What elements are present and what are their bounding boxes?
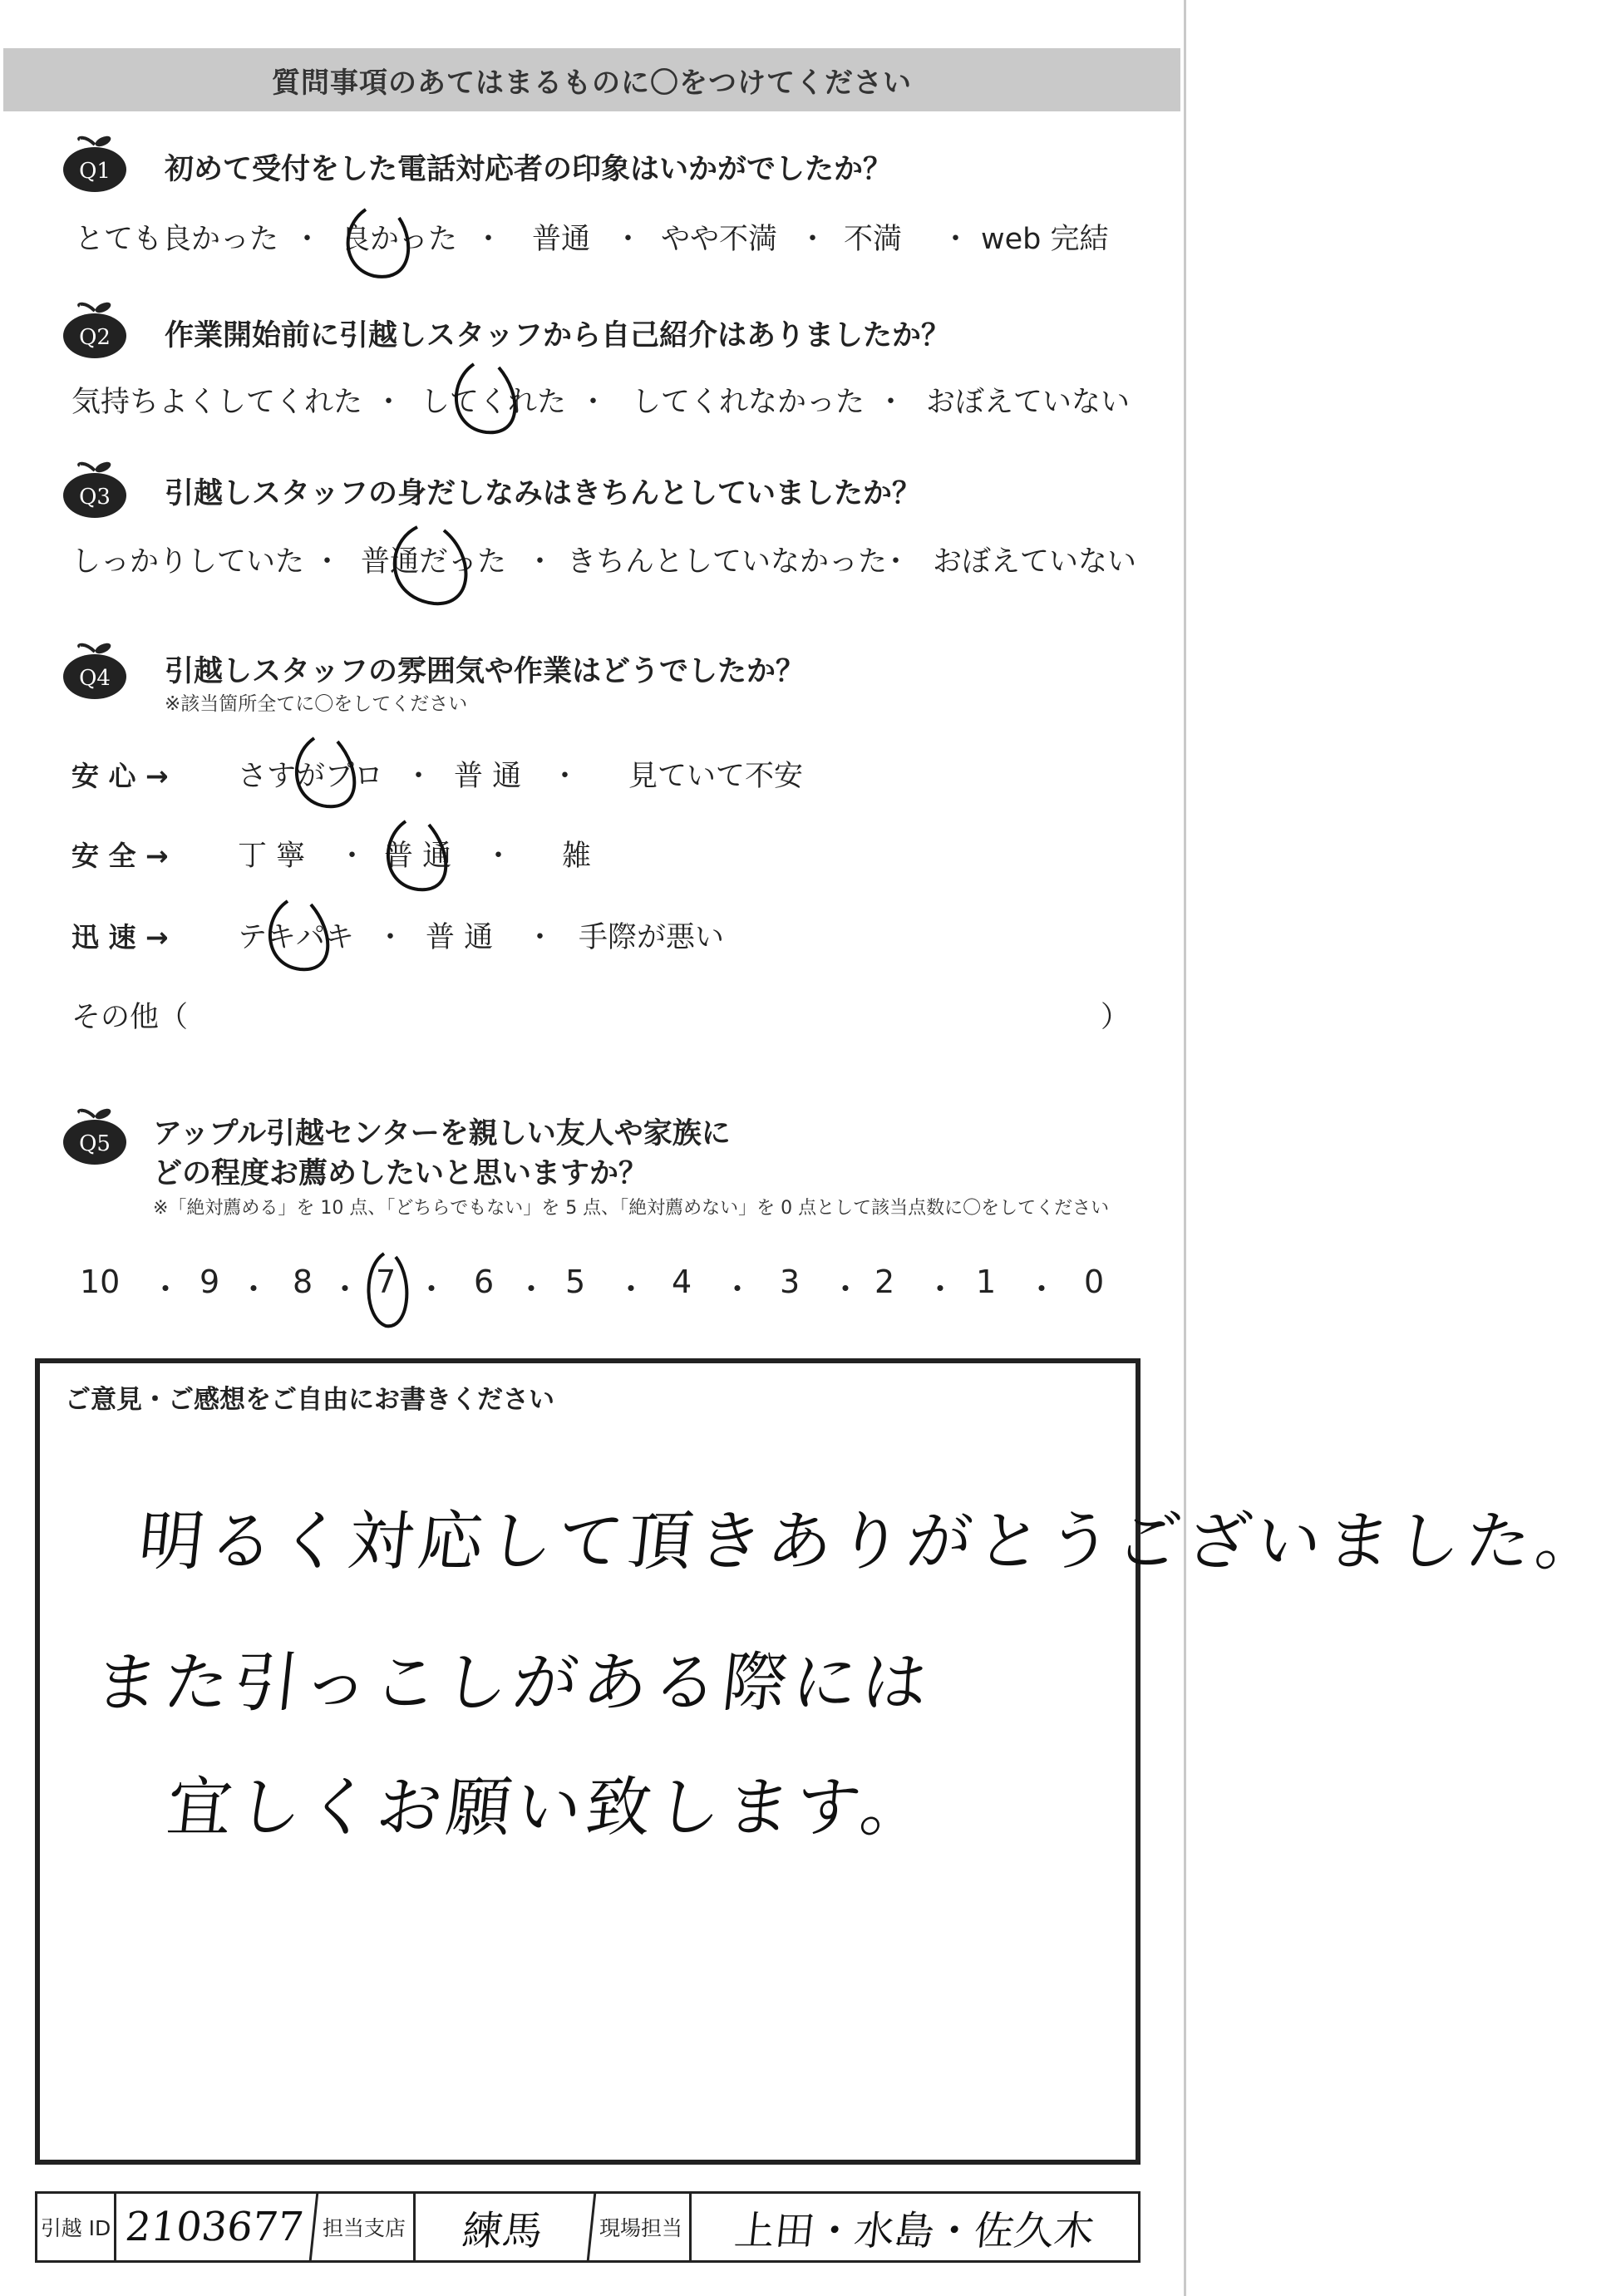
footer-info-table: [35, 2191, 1141, 2263]
move-id-value[interactable]: 2103677: [113, 2194, 318, 2260]
q4-row-speed-label: 迅 速 →: [71, 921, 169, 953]
q4-row-safety-options: 丁 寧 ・ 普 通 ・ 雑: [238, 833, 1069, 875]
move-id-label: 引越 ID: [37, 2194, 116, 2260]
svg-text:Q5: Q5: [79, 1131, 111, 1156]
branch-label: 担当支店: [315, 2194, 416, 2260]
q5-score-2[interactable]: 2: [874, 1264, 895, 1300]
q5-score-10[interactable]: 10: [80, 1264, 121, 1300]
q1-apple-badge-icon: [60, 133, 130, 193]
comments-box[interactable]: [35, 1358, 1610, 2165]
q4-apple-badge-icon: [60, 640, 130, 700]
q3-apple-badge-icon: [60, 459, 130, 519]
comment-line-2: また引っこしがある際には: [90, 1646, 937, 1721]
q3-option-normal[interactable]: 普通だった: [361, 545, 507, 579]
q2-option-did[interactable]: してくれた: [421, 386, 567, 419]
q1-option-unsatisfied[interactable]: 不満: [844, 223, 903, 256]
q2-option-did-not[interactable]: してくれなかった: [632, 386, 865, 419]
q1-title: 初めて受付をした電話対応者の印象はいかがでしたか？: [165, 153, 893, 186]
q2-option-warmly-did[interactable]: 気持ちよくしてくれた: [71, 386, 363, 419]
instructions-banner: [3, 48, 1180, 111]
q4-other-close: ）: [1101, 1001, 1131, 1034]
q4-row-safety-label: 安 全 →: [71, 840, 169, 872]
svg-text:Q3: Q3: [79, 485, 111, 510]
staff-label: 現場担当: [593, 2194, 692, 2260]
q5-score-7[interactable]: 7: [376, 1264, 397, 1300]
staff-value[interactable]: 上田・水島・佐久木: [732, 2207, 1096, 2254]
q1-option-slightly-unsatisfied[interactable]: やや不満: [661, 223, 778, 256]
q4-row-speed-options: テキパキ ・ 普 通 ・ 手際が悪い: [238, 914, 1069, 956]
q4-safety-option-careful[interactable]: 丁 寧: [238, 840, 306, 873]
q3-option-dont-remember[interactable]: おぼえていない: [933, 545, 1137, 579]
q4-row-relief-label: 安 心 →: [71, 760, 169, 792]
q1-option-good[interactable]: 良かった: [341, 223, 458, 256]
q3-title: 引越しスタッフの身だしなみはきちんとしていましたか？: [165, 477, 922, 510]
comments-label: ご意見・ご感想をご自由にお書きください: [65, 1385, 554, 1415]
q1-options: とても良かった ・ 良かった ・ 普通 ・ やや不満 ・ 不満 ・ web 完結: [75, 216, 1155, 258]
q5-score-8[interactable]: 8: [293, 1264, 313, 1300]
q5-title-line1: アップル引越センターを親しい友人や家族に: [153, 1117, 731, 1150]
branch-value[interactable]: 練馬: [412, 2194, 596, 2260]
q5-score-6[interactable]: 6: [474, 1264, 495, 1300]
q3-options: しっかりしていた ・ 普通だった ・ きちんとしていなかった ・ おぼえていない: [71, 539, 1165, 580]
q4-note: ※該当箇所全てに〇をしてください: [165, 693, 468, 715]
q4-safety-option-normal[interactable]: 普 通: [384, 840, 452, 873]
q1-option-web[interactable]: web 完結: [981, 223, 1109, 256]
instructions-text: 質問事項のあてはまるものに〇をつけてください: [272, 66, 912, 100]
q5-score-1[interactable]: 1: [976, 1264, 997, 1300]
q5-apple-badge-icon: [60, 1106, 130, 1165]
q4-row-relief-options: さすがプロ ・ 普 通 ・ 見ていて不安: [238, 753, 1069, 795]
q4-relief-option-pro[interactable]: さすがプロ: [238, 760, 384, 793]
q4-relief-option-anxious[interactable]: 見ていて不安: [628, 760, 804, 793]
q4-speed-option-clumsy[interactable]: 手際が悪い: [579, 921, 725, 954]
q3-option-not-neat[interactable]: きちんとしていなかった: [567, 545, 888, 579]
q4-relief-option-normal[interactable]: 普 通: [454, 760, 522, 793]
q2-title: 作業開始前に引越しスタッフから自己紹介はありましたか？: [165, 319, 951, 352]
svg-text:Q1: Q1: [79, 159, 111, 184]
svg-text:Q4: Q4: [79, 666, 111, 691]
q2-options: 気持ちよくしてくれた ・ してくれた ・ してくれなかった ・ おぼえていない: [71, 379, 1160, 421]
svg-text:Q2: Q2: [79, 325, 111, 350]
q5-score-4[interactable]: 4: [672, 1264, 692, 1300]
q3-option-neat[interactable]: しっかりしていた: [71, 545, 305, 579]
q4-speed-option-brisk[interactable]: テキパキ: [238, 921, 355, 954]
q5-score-9[interactable]: 9: [200, 1264, 220, 1300]
q4-other-label: その他（: [71, 1001, 189, 1034]
q5-score-row: 10 ・ 9 ・ 8 ・ 7 ・ 6 ・ 5 ・ 4 ・ 3 ・ 2 ・ 1 ・ 0: [80, 1264, 1105, 1308]
q5-score-0[interactable]: 0: [1084, 1264, 1105, 1300]
comment-line-3: 宜しくお願い致します。: [163, 1771, 934, 1845]
q4-title: 引越しスタッフの雰囲気や作業はどうでしたか？: [165, 655, 806, 688]
q2-apple-badge-icon: [60, 299, 130, 359]
q4-safety-option-rough[interactable]: 雑: [562, 840, 592, 873]
comment-line-1: 明るく対応して頂きありがとうございました。: [135, 1505, 1610, 1579]
q2-option-dont-remember[interactable]: おぼえていない: [926, 386, 1131, 419]
q5-score-5[interactable]: 5: [565, 1264, 586, 1300]
q1-option-very-good[interactable]: とても良かった: [75, 223, 279, 256]
q4-other-row: [71, 994, 1131, 1036]
q4-speed-option-normal[interactable]: 普 通: [426, 921, 494, 954]
q5-note: ※「絶対薦める」を 10 点、「どちらでもない」を 5 点、「絶対薦めない」を 0 点として該当点数に〇をしてください: [153, 1198, 1110, 1219]
q5-title-line2: どの程度お薦めしたいと思いますか？: [153, 1157, 648, 1190]
q5-score-3[interactable]: 3: [780, 1264, 801, 1300]
q1-option-normal[interactable]: 普通: [532, 223, 591, 256]
